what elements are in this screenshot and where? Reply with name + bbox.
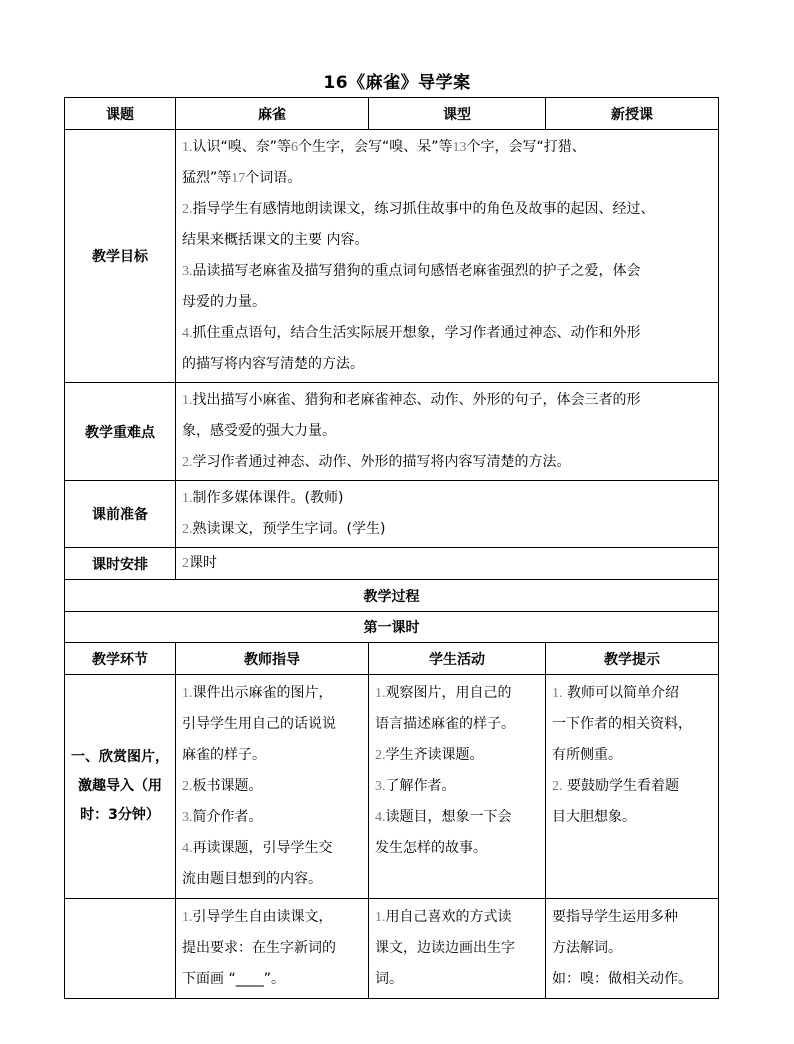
text-segment: 再读课题，引导学生交	[192, 840, 333, 856]
goals-row	[65, 130, 719, 383]
teaching-tip-2	[546, 899, 719, 999]
number: 1.	[182, 393, 193, 408]
schedule-row	[65, 548, 719, 580]
number: 6	[291, 140, 299, 155]
text-line	[182, 709, 364, 740]
text-line	[182, 514, 713, 545]
text-line	[375, 709, 541, 740]
lesson-label: 课题	[65, 98, 176, 130]
text-segment: 读题目，想象一下会	[385, 809, 512, 825]
col-stage: 教学环节	[65, 643, 176, 675]
text-segment: 猛烈”等	[182, 170, 232, 186]
text-segment: 个生字，会写“嗅、呆”等	[298, 139, 453, 155]
text-line	[552, 902, 714, 933]
text-line	[182, 194, 713, 225]
lesson-plan-table	[64, 97, 719, 999]
activity-row-1	[65, 675, 719, 899]
first-lesson-row	[65, 612, 719, 643]
text-line	[375, 833, 541, 864]
student-activity-2	[369, 899, 546, 999]
text-line	[552, 964, 714, 995]
stage-2	[65, 899, 176, 999]
type-value: 新授课	[546, 98, 719, 130]
goals-label: 教学目标	[65, 130, 176, 383]
number: 1.	[552, 686, 563, 701]
text-line	[182, 964, 364, 995]
text-line	[182, 740, 364, 771]
prep-row	[65, 481, 719, 548]
key-points-row	[65, 383, 719, 481]
text-segment: 要鼓励学生看着题	[562, 778, 679, 794]
text-line	[375, 964, 541, 995]
text-line	[182, 385, 713, 416]
key-points-label: 教学重难点	[65, 383, 176, 481]
text-segment: 学习作者通过神态、动作、外形的描写将内容写清楚的方法。	[192, 454, 571, 470]
col-teacher: 教师指导	[176, 643, 369, 675]
text-line	[182, 678, 364, 709]
text-segment: 用自己喜欢的方式读	[385, 909, 512, 925]
number: 4.	[182, 326, 193, 341]
text-line	[552, 771, 714, 802]
stage-1-line: 时：3分钟）	[80, 807, 160, 823]
prep-content	[176, 481, 719, 548]
text-segment: 学生齐读课题。	[385, 747, 484, 763]
text-line	[182, 349, 713, 380]
schedule-content	[176, 548, 719, 580]
key-points-content	[176, 383, 719, 481]
text-line	[182, 802, 364, 833]
text-line	[375, 740, 541, 771]
columns-row	[65, 643, 719, 675]
number: 2.	[375, 748, 386, 763]
text-segment: 母爱的力量。	[182, 294, 266, 310]
text-segment: 了解作者。	[385, 778, 456, 794]
text-line	[182, 864, 364, 895]
text-line	[552, 802, 714, 833]
first-lesson-title: 第一课时	[65, 612, 719, 643]
text-segment: 课件出示麻雀的图片，	[192, 685, 333, 701]
number: 4.	[182, 841, 193, 856]
text-segment: 找出描写小麻雀、猎狗和老麻雀神态、动作、外形的句子，体会三者的形	[192, 392, 641, 408]
text-line	[182, 256, 713, 287]
teacher-guidance-2	[176, 899, 369, 999]
text-segment: 引导学生用自己的话说说	[182, 716, 336, 732]
text-segment: 语言描述麻雀的样子。	[375, 716, 515, 732]
text-line	[182, 933, 364, 964]
text-segment: 制作多媒体课件。(教师)	[192, 490, 344, 506]
type-label: 课型	[369, 98, 546, 130]
text-line	[552, 933, 714, 964]
col-student: 学生活动	[369, 643, 546, 675]
text-line	[375, 933, 541, 964]
text-line	[552, 740, 714, 771]
page-title: 16《麻雀》导学案	[323, 73, 471, 93]
text-line	[182, 318, 713, 349]
prep-label: 课前准备	[65, 481, 176, 548]
number: 2.	[182, 779, 193, 794]
text-line	[375, 902, 541, 933]
number: 2.	[182, 522, 193, 537]
text-segment: 有所侧重。	[552, 747, 622, 763]
text-line	[375, 678, 541, 709]
number: 13	[452, 140, 467, 155]
process-title: 教学过程	[65, 580, 719, 612]
text-segment: 熟读课文，预学生字词。(学生)	[192, 521, 386, 537]
text-segment: 目大胆想象。	[552, 809, 636, 825]
number: 1.	[182, 686, 193, 701]
text-segment: 下面画 “____”。	[182, 971, 285, 987]
number: 2.	[182, 202, 193, 217]
text-segment: 认识“嗅、奈”等	[192, 139, 292, 155]
text-segment: 方法解词。	[552, 940, 622, 956]
text-segment: 个词语。	[245, 170, 302, 186]
number: 1.	[375, 686, 386, 701]
text-line	[182, 902, 364, 933]
number: 3.	[182, 264, 193, 279]
text-segment: 流由题目想到的内容。	[182, 871, 322, 887]
text-segment: 词。	[375, 971, 403, 987]
text-line	[552, 709, 714, 740]
number: 1.	[182, 140, 193, 155]
teaching-tip-1	[546, 675, 719, 899]
text-line	[552, 678, 714, 709]
text-segment: 象，感受爱的强大力量。	[182, 423, 336, 439]
text-segment: 简介作者。	[192, 809, 263, 825]
text-segment: 提出要求：在生字新词的	[182, 940, 336, 956]
text-line	[375, 802, 541, 833]
stage-1	[65, 675, 176, 899]
text-segment: 引导学生自由读课文，	[192, 909, 333, 925]
process-title-row	[65, 580, 719, 612]
number: 3.	[375, 779, 386, 794]
schedule-label: 课时安排	[65, 548, 176, 580]
text-segment: 如：嗅：做相关动作。	[552, 971, 692, 987]
text-segment: 个字，会写“打猎、	[466, 139, 586, 155]
text-line	[182, 833, 364, 864]
text-segment: 要指导学生运用多种	[552, 909, 678, 925]
goals-content	[176, 130, 719, 383]
number: 1.	[182, 910, 193, 925]
lesson-value: 麻雀	[176, 98, 369, 130]
text-segment: 结果来概括课文的主要 内容。	[182, 232, 369, 248]
activity-row-2	[65, 899, 719, 999]
text-segment: 观察图片，用自己的	[385, 685, 512, 701]
header-row	[65, 98, 719, 130]
number: 1.	[375, 910, 386, 925]
text-line	[182, 287, 713, 318]
text-segment: 一下作者的相关资料，	[552, 716, 692, 732]
text-line	[182, 132, 713, 163]
stage-1-line: 激趣导入（用	[78, 778, 162, 794]
number: 2.	[552, 779, 563, 794]
text-line	[182, 483, 713, 514]
text-line	[182, 771, 364, 802]
text-segment: 的描写将内容写清楚的方法。	[182, 356, 364, 372]
teacher-guidance-1	[176, 675, 369, 899]
text-segment: 抓住重点语句，结合生活实际展开想象，学习作者通过神态、动作和外形	[192, 325, 641, 341]
text-segment: 麻雀的样子。	[182, 747, 266, 763]
schedule-text: 课时	[189, 555, 217, 571]
number: 17	[231, 171, 246, 186]
text-segment: 课文，边读边画出生字	[375, 940, 515, 956]
number: 4.	[375, 810, 386, 825]
number: 3.	[182, 810, 193, 825]
number: 2.	[182, 455, 193, 470]
text-line	[182, 225, 713, 256]
text-segment: 发生怎样的故事。	[375, 840, 487, 856]
number: 1.	[182, 491, 193, 506]
text-line	[375, 771, 541, 802]
text-segment: 教师可以简单介绍	[562, 685, 679, 701]
stage-1-line: 一、欣赏图片，	[71, 749, 169, 765]
text-line	[182, 163, 713, 194]
schedule-num: 2	[182, 556, 189, 571]
text-segment: 板书课题。	[192, 778, 263, 794]
text-segment: 品读描写老麻雀及描写猎狗的重点词句感悟老麻雀强烈的护子之爱，体会	[192, 263, 641, 279]
text-line	[182, 447, 713, 478]
text-line	[182, 416, 713, 447]
student-activity-1	[369, 675, 546, 899]
col-tip: 教学提示	[546, 643, 719, 675]
text-segment: 指导学生有感情地朗读课文，练习抓住故事中的角色及故事的起因、经过、	[192, 201, 655, 217]
